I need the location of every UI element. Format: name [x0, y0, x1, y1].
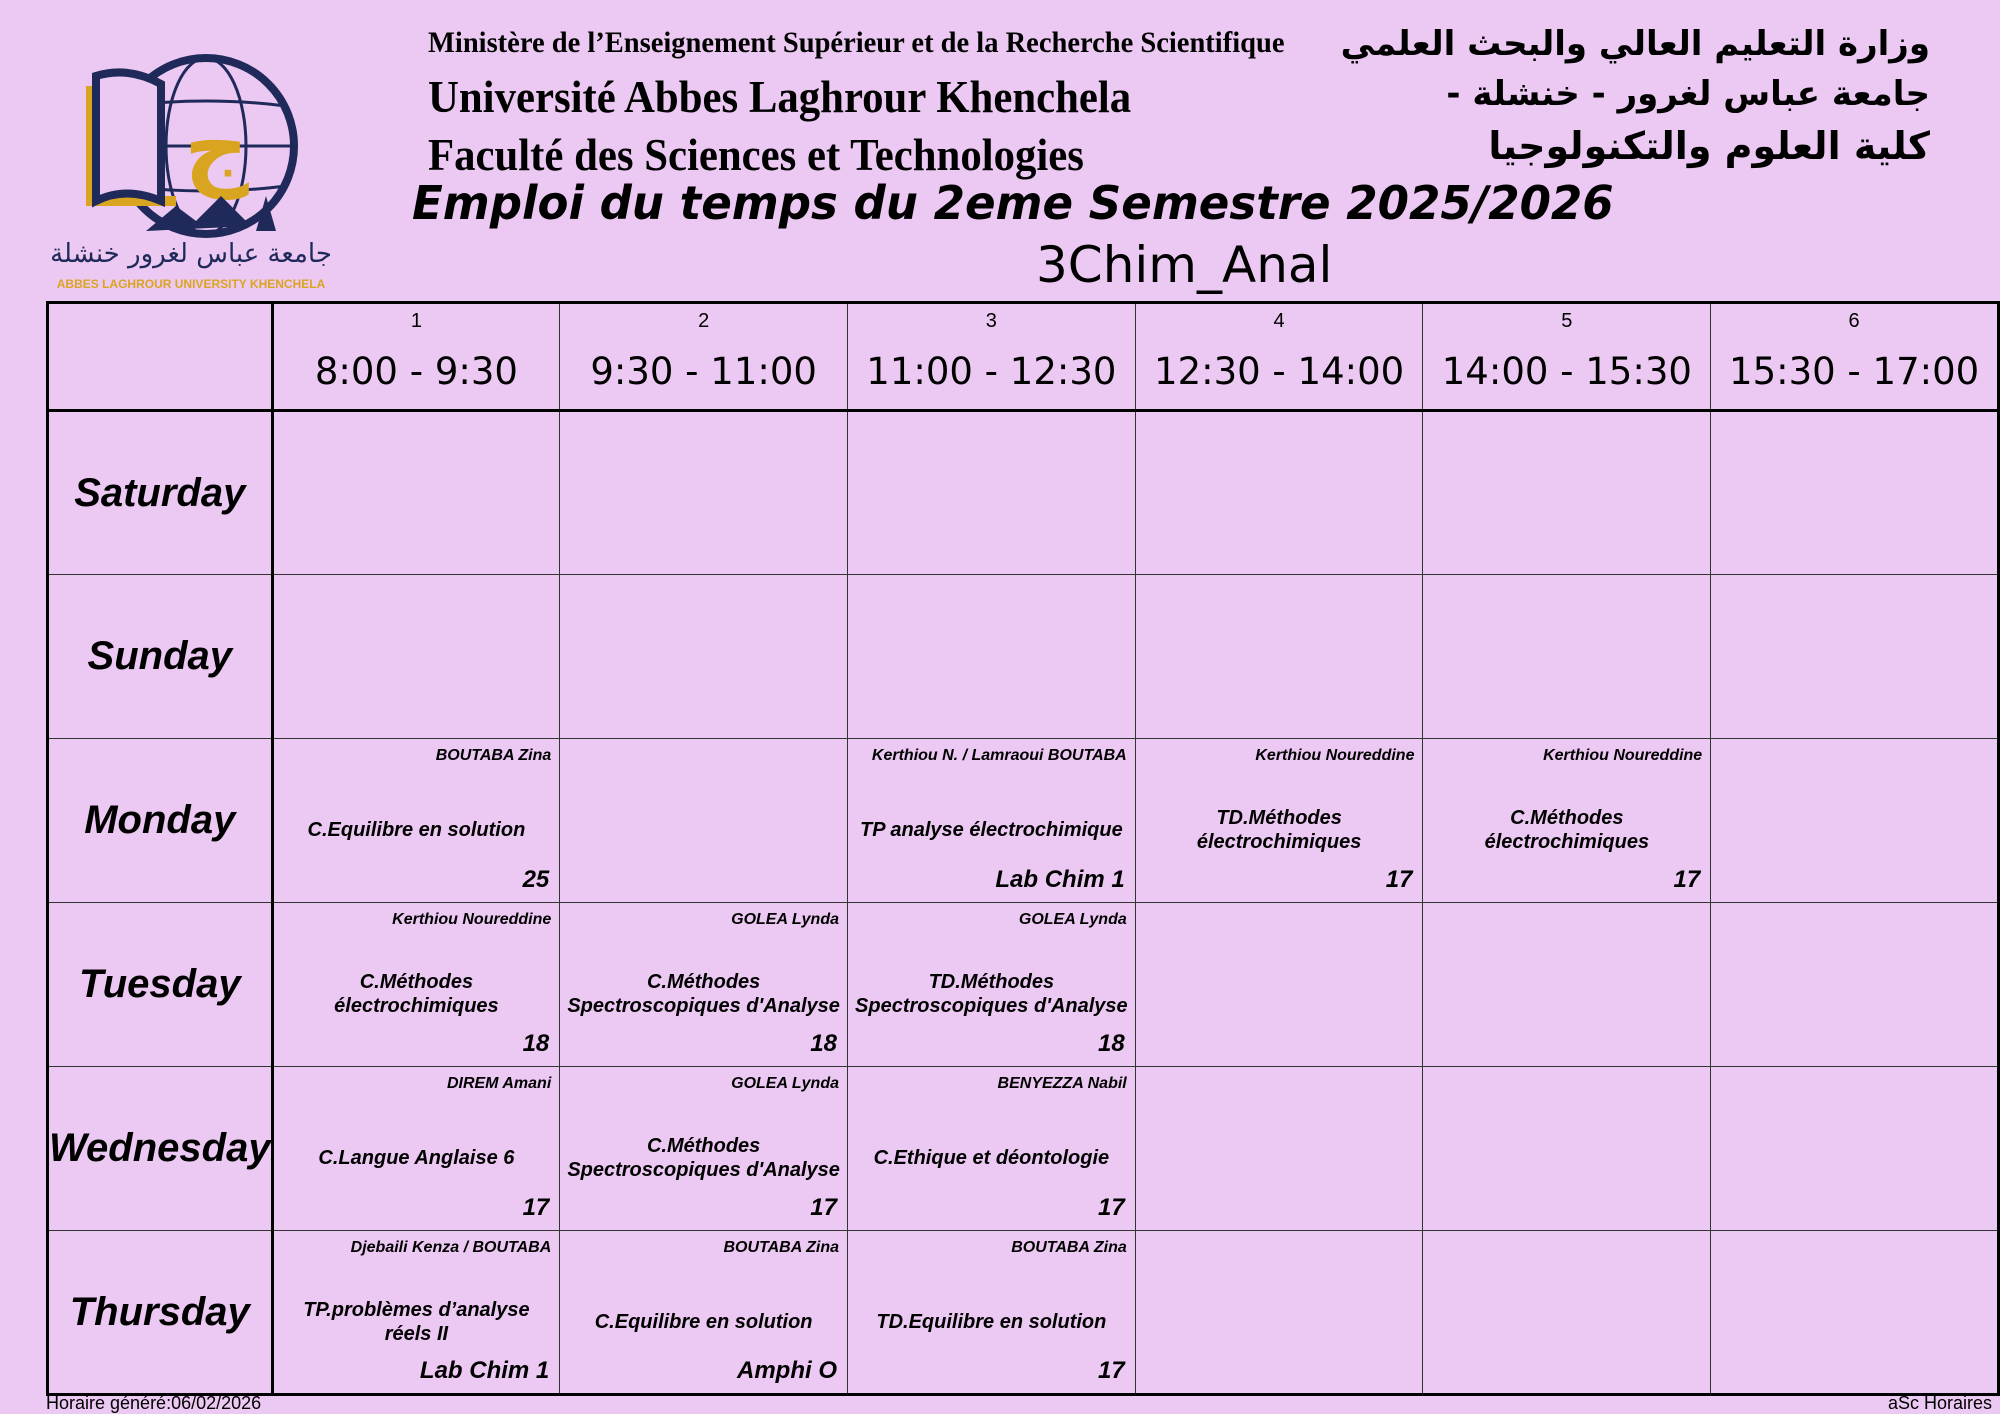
lesson-room: 17 [1098, 1357, 1125, 1384]
lesson-room: 18 [1098, 1030, 1125, 1057]
lesson-subject: TD.Méthodes électrochimiques [1196, 807, 1362, 853]
empty-cell [1711, 903, 1999, 1067]
period-header [272, 303, 560, 411]
period-number: 2 [698, 310, 710, 332]
day-row [48, 1067, 1999, 1231]
empty-cell [560, 411, 848, 575]
svg-text:ABBES LAGHROUR UNIVERSITY KHEN: ABBES LAGHROUR UNIVERSITY KHENCHELA [56, 277, 326, 291]
lesson-room: 17 [1098, 1194, 1125, 1221]
empty-cell [560, 575, 848, 739]
university-fr: Université Abbes Laghrour Khenchela [428, 71, 1132, 122]
lesson-room: Lab Chim 1 [995, 866, 1125, 893]
day-label-cell [48, 411, 273, 575]
lesson-room: Lab Chim 1 [419, 1357, 550, 1384]
period-header [560, 303, 848, 411]
lesson-teacher: BOUTABA Zina [1011, 1239, 1127, 1256]
empty-cell [1423, 1067, 1711, 1231]
lesson-cell [1423, 739, 1711, 903]
lesson [274, 739, 560, 902]
day-label-cell [48, 739, 273, 903]
empty-cell [1135, 575, 1423, 739]
svg-text:ج: ج [184, 95, 249, 200]
day-label: Tuesday [79, 962, 241, 1006]
empty-cell [1711, 1067, 1999, 1231]
empty-cell [1423, 575, 1711, 739]
ministry-fr: Ministère de l’Enseignement Supérieur et de la Recherche Scientifique [428, 26, 1285, 59]
lesson-room: 18 [810, 1030, 837, 1057]
timetable-title: Emploi du temps du 2eme Semestre 2025/2026 [412, 176, 1614, 230]
lesson-teacher: Kerthiou Noureddine [392, 911, 552, 928]
empty-cell [1423, 1231, 1711, 1395]
period-time: 11:00 - 12:30 [866, 350, 1117, 393]
lesson [848, 739, 1135, 902]
lesson-cell [848, 903, 1136, 1067]
lesson-teacher: Kerthiou Noureddine [1543, 747, 1703, 764]
generated-date: Horaire généré:06/02/2026 [46, 1393, 262, 1413]
lesson-room: 17 [1673, 866, 1701, 893]
lesson-cell [560, 903, 848, 1067]
svg-text:جامعة عباس لغرور خنشلة: جامعة عباس لغرور خنشلة [50, 239, 332, 269]
lesson-room: 17 [1385, 866, 1413, 893]
empty-cell [848, 575, 1136, 739]
lesson-subject: TP.problèmes d’analyse réels II [303, 1299, 530, 1345]
empty-cell [1135, 1231, 1423, 1395]
day-row [48, 1231, 1999, 1395]
lesson-cell [272, 1231, 560, 1395]
lesson-cell [272, 1067, 560, 1231]
lesson-teacher: BOUTABA Zina [435, 747, 552, 764]
lesson-room: 18 [522, 1030, 550, 1057]
lesson-room: 17 [522, 1194, 550, 1221]
lesson-subject: TD.Méthodes Spectroscopiques d'Analyse [855, 971, 1128, 1017]
period-time: 14:00 - 15:30 [1441, 350, 1692, 393]
lesson [848, 903, 1135, 1066]
day-row [48, 575, 1999, 739]
lesson [560, 1067, 847, 1230]
day-label: Wednesday [49, 1126, 271, 1170]
lesson-subject: C.Ethique et déontologie [873, 1147, 1110, 1169]
day-label: Thursday [69, 1289, 250, 1334]
lesson-cell [560, 1231, 848, 1395]
lesson-subject: TP analyse électrochimique [860, 819, 1123, 841]
lesson-teacher: DIREM Amani [446, 1075, 552, 1092]
header-row [48, 303, 1999, 411]
lesson [274, 1067, 560, 1230]
empty-cell [1711, 739, 1999, 903]
lesson-subject: TD.Equilibre en solution [876, 1311, 1107, 1333]
empty-cell [1423, 903, 1711, 1067]
empty-cell [1711, 575, 1999, 739]
software-credit: aSc Horaires [1887, 1393, 1992, 1413]
period-number: 5 [1561, 310, 1573, 332]
period-number: 1 [410, 310, 422, 332]
lesson-room: Amphi O [737, 1357, 837, 1384]
empty-cell [272, 575, 560, 739]
lesson-cell [848, 1231, 1136, 1395]
day-row [48, 739, 1999, 903]
lesson [848, 1231, 1135, 1393]
lesson [560, 903, 847, 1066]
empty-cell [1711, 411, 1999, 575]
lesson [560, 1231, 847, 1393]
day-label-cell [48, 575, 273, 739]
empty-cell [1135, 903, 1423, 1067]
empty-cell [272, 411, 560, 575]
period-time: 12:30 - 14:00 [1154, 350, 1405, 393]
empty-cell [1423, 411, 1711, 575]
lesson-teacher: GOLEA Lynda [731, 1075, 839, 1092]
empty-cell [848, 411, 1136, 575]
lesson-room: 17 [810, 1194, 837, 1221]
lesson-teacher: GOLEA Lynda [731, 911, 839, 928]
day-label-cell [48, 1231, 273, 1395]
timetable-grid [46, 301, 2000, 1396]
faculty-fr: Faculté des Sciences et Technologies [428, 129, 1084, 180]
lesson-subject: C.Méthodes Spectroscopiques d'Analyse [567, 1135, 840, 1181]
period-number: 6 [1848, 310, 1860, 332]
lesson-subject: C.Méthodes électrochimiques [1484, 807, 1650, 853]
lesson [1136, 739, 1423, 902]
lesson-subject: C.Equilibre en solution [594, 1311, 813, 1333]
lesson [1423, 739, 1710, 902]
period-time: 15:30 - 17:00 [1729, 350, 1980, 393]
lesson-cell [848, 739, 1136, 903]
university-logo [50, 46, 332, 296]
faculty-ar: كلية العلوم والتكنولوجيا [1488, 124, 1930, 168]
lesson-cell [272, 903, 560, 1067]
lesson-teacher: Kerthiou Noureddine [1255, 747, 1415, 764]
lesson-cell [1135, 739, 1423, 903]
lesson [848, 1067, 1135, 1230]
lesson [274, 1231, 560, 1393]
day-label-cell [48, 1067, 273, 1231]
empty-cell [1135, 1067, 1423, 1231]
period-number: 3 [985, 310, 997, 332]
lesson [274, 903, 560, 1066]
lesson-teacher: BENYEZZA Nabil [997, 1075, 1127, 1092]
lesson-cell [560, 1067, 848, 1231]
empty-cell [1711, 1231, 1999, 1395]
lesson-subject: C.Méthodes Spectroscopiques d'Analyse [567, 971, 840, 1017]
lesson-subject: C.Langue Anglaise 6 [318, 1147, 515, 1169]
lesson-teacher: Kerthiou N. / Lamraoui BOUTABA [871, 747, 1127, 764]
period-header [1423, 303, 1711, 411]
period-number: 4 [1273, 310, 1285, 332]
day-label: Sunday [87, 634, 233, 678]
period-time: 8:00 - 9:30 [314, 350, 518, 393]
period-header [1135, 303, 1423, 411]
period-header [848, 303, 1136, 411]
lesson-cell [848, 1067, 1136, 1231]
lesson-teacher: GOLEA Lynda [1018, 911, 1127, 928]
empty-cell [560, 739, 848, 903]
lesson-teacher: Djebaili Kenza / BOUTABA [350, 1239, 552, 1256]
day-label-cell [48, 903, 273, 1067]
day-row [48, 903, 1999, 1067]
day-label: Saturday [74, 470, 246, 515]
corner-cell [48, 303, 273, 411]
day-row [48, 411, 1999, 575]
lesson-cell [272, 739, 560, 903]
class-name: 3Chim_Anal [1036, 236, 1333, 294]
period-time: 9:30 - 11:00 [590, 350, 817, 393]
empty-cell [1135, 411, 1423, 575]
lesson-subject: C.Méthodes électrochimiques [334, 971, 499, 1017]
period-header [1711, 303, 1999, 411]
day-label: Monday [84, 798, 236, 842]
lesson-room: 25 [522, 866, 550, 893]
lesson-subject: C.Equilibre en solution [307, 819, 526, 841]
lesson-teacher: BOUTABA Zina [723, 1239, 839, 1256]
university-ar: جامعة عباس لغرور - خنشلة - [1446, 74, 1930, 114]
ministry-ar: وزارة التعليم العالي والبحث العلمي [1340, 24, 1930, 64]
